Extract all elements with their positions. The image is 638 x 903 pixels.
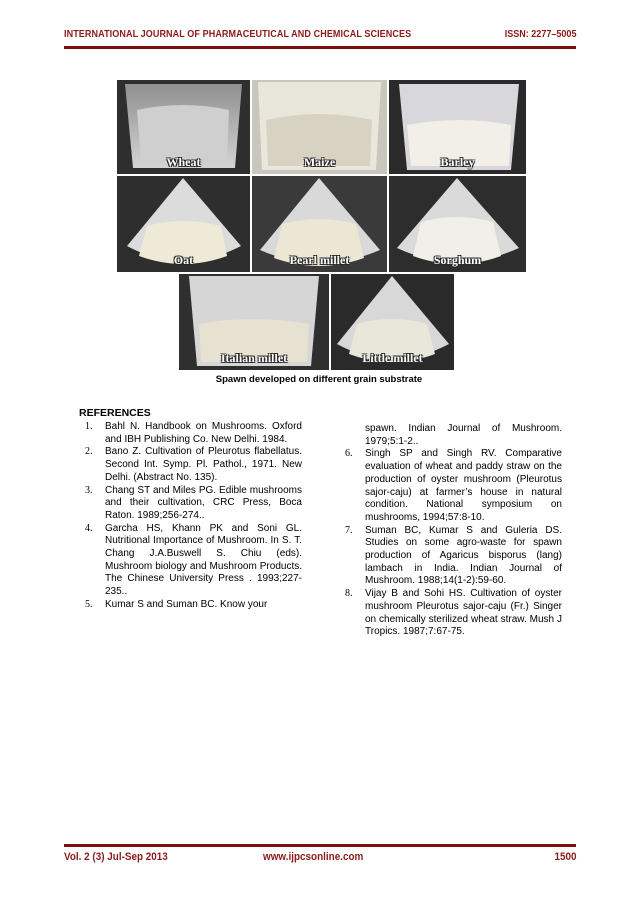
reference-item <box>80 446 302 484</box>
reference-text: Singh SP and Singh RV. Comparative evaluation of wheat and paddy straw on the production of oyster mushroom (Pleurotus sajor-caju) at farmer’s house in natural condition. National symposium on mushrooms, 1994;57:8-10. <box>365 448 562 523</box>
tile-label: Pearl millet <box>289 253 350 267</box>
reference-item <box>340 448 562 524</box>
footer-volume: Vol. 2 (3) Jul-Sep 2013 <box>64 851 168 863</box>
reference-item <box>80 599 302 612</box>
references-heading: REFERENCES <box>79 407 151 419</box>
reference-number: 6. <box>345 448 353 460</box>
reference-item <box>80 421 302 446</box>
footer-rule <box>64 844 576 847</box>
page-number: 1500 <box>553 851 576 863</box>
reference-text: Suman BC, Kumar S and Guleria DS. Studies on some agro-waste for spawn production of Agaricus bisporus (lang) lambach in India. Indian Journal of Mushroom. 1988;14(1-2):59-60. <box>365 524 562 587</box>
reference-item <box>340 525 562 589</box>
reference-number: 2. <box>85 446 93 458</box>
reference-item <box>80 523 302 599</box>
reference-text: Chang ST and Miles PG. Edible mushrooms and their cultivation, CRC Press, Boca Raton. 1989;256-274.. <box>105 484 302 521</box>
reference-number: 1. <box>85 421 93 432</box>
reference-number: 3. <box>85 484 93 496</box>
tile-label: Italian millet <box>220 351 288 365</box>
reference-number: 7. <box>345 524 353 536</box>
header-rule <box>64 46 576 49</box>
issn: ISSN: 2277–5005 <box>504 28 576 40</box>
tile-label: Sorghum <box>433 253 482 267</box>
reference-text: spawn. Indian Journal of Mushroom. 1979;5:1-2.. <box>365 423 562 447</box>
figure-tile-maize <box>252 80 387 174</box>
figure-tile-oat <box>117 176 250 272</box>
reference-item <box>340 588 562 639</box>
page-header <box>64 28 576 44</box>
tile-label: Oat <box>173 253 194 267</box>
figure-tile-sorghum <box>389 176 526 272</box>
spawn-figure <box>117 80 526 370</box>
journal-title: INTERNATIONAL JOURNAL OF PHARMACEUTICAL AND CHEMICAL SCIENCES <box>64 28 412 40</box>
references-left-column <box>80 421 302 612</box>
figure-tile-italian-millet <box>179 274 329 370</box>
figure-tile-barley <box>389 80 526 174</box>
tile-label: Wheat <box>166 155 201 169</box>
references-right-column <box>340 423 562 639</box>
reference-text: Bano Z. Cultivation of Pleurotus flabellatus. Second Int. Symp. Pl. Pathol., 1971. New Delhi. (Abstract No. 135). <box>105 446 302 483</box>
figure-tile-pearl-millet <box>252 176 387 272</box>
footer-website: www.ijpcsonline.com <box>263 851 364 863</box>
tile-label: Barley <box>440 155 475 169</box>
reference-number: 4. <box>85 522 93 534</box>
reference-text: Garcha HS, Khann PK and Soni GL. Nutritional Importance of Mushroom. In S. T. Chang J.A.Buswell S. Chiu (eds). Mushroom biology and Mushroom Products. The Chinese University Press . 1993;227-235.. <box>105 522 302 598</box>
figure-caption: Spawn developed on different grain substrate <box>215 374 423 385</box>
reference-text: Vijay B and Sohi HS. Cultivation of oyster mushroom Pleurotus sajor-caju (Fr.) Singer on chemically sterilized wheat straw. Mush J Tropics. 1987;7:67-75. <box>365 588 562 638</box>
figure-tile-wheat <box>117 80 250 174</box>
reference-number: 5. <box>85 598 93 610</box>
figure-tile-little-millet <box>331 274 454 370</box>
reference-text: Kumar S and Suman BC. Know your <box>105 598 268 610</box>
reference-number: 8. <box>345 588 353 600</box>
tile-label: Little millet <box>362 351 423 365</box>
reference-item <box>80 485 302 523</box>
reference-item-continued <box>340 423 562 448</box>
reference-text: Bahl N. Handbook on Mushrooms. Oxford and IBH Publishing Co. New Delhi. 1984. <box>105 421 302 445</box>
tile-label: Maize <box>303 155 336 169</box>
